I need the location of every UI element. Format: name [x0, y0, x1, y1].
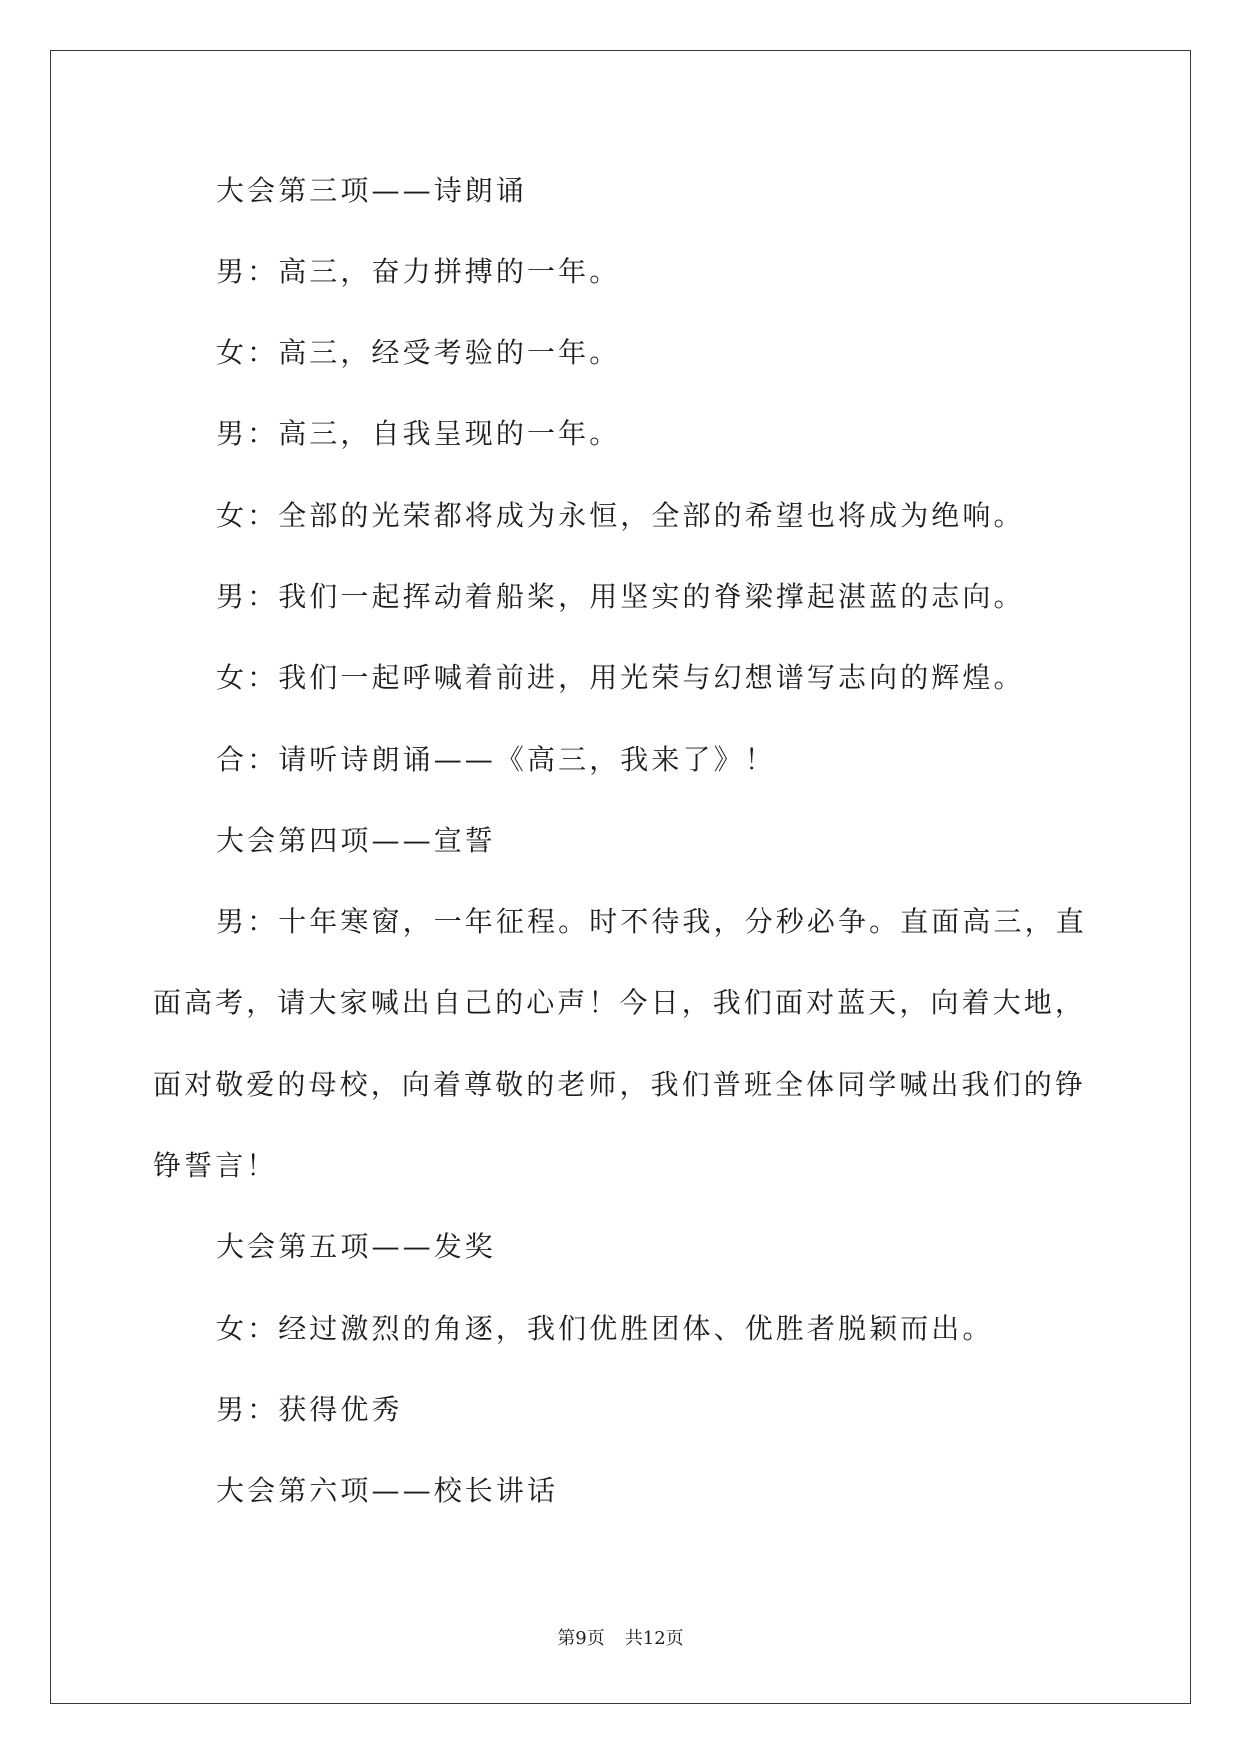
paragraph-line: 面对敬爱的母校，向着尊敬的老师，我们普班全体同学喊出我们的铮 [153, 1067, 1087, 1101]
dialogue-line: 女：经过激烈的角逐，我们优胜团体、优胜者脱颖而出。 [216, 1311, 994, 1345]
page-number: 第9页 [557, 1628, 605, 1649]
paragraph-line: 面高考，请大家喊出自己的心声！今日，我们面对蓝天，向着大地， [153, 986, 1087, 1020]
page-footer [0, 1627, 1241, 1651]
dialogue-line: 男：我们一起挥动着船桨，用坚实的脊梁撑起湛蓝的志向。 [216, 579, 1025, 613]
section-heading: 大会第四项——宣誓 [216, 823, 496, 857]
dialogue-line: 男：获得优秀 [216, 1392, 403, 1426]
section-heading: 大会第六项——校长讲话 [216, 1474, 559, 1508]
dialogue-line: 女：全部的光荣都将成为永恒，全部的希望也将成为绝响。 [216, 498, 1025, 532]
dialogue-line: 女：我们一起呼喊着前进，用光荣与幻想谱写志向的辉煌。 [216, 661, 1025, 695]
section-heading: 大会第五项——发奖 [216, 1230, 496, 1264]
dialogue-line: 合：请听诗朗诵——《高三，我来了》！ [216, 742, 776, 776]
dialogue-line: 男：高三，奋力拼搏的一年。 [216, 254, 621, 288]
dialogue-line: 女：高三，经受考验的一年。 [216, 336, 621, 370]
document-body [153, 150, 1113, 1532]
dialogue-line: 男：高三，自我呈现的一年。 [216, 417, 621, 451]
paragraph-line: 男：十年寒窗，一年征程。时不待我，分秒必争。直面高三，直 [216, 905, 1087, 939]
paragraph-line: 铮誓言！ [153, 1149, 278, 1183]
page-total: 共12页 [624, 1628, 684, 1649]
section-heading: 大会第三项——诗朗诵 [216, 173, 528, 207]
